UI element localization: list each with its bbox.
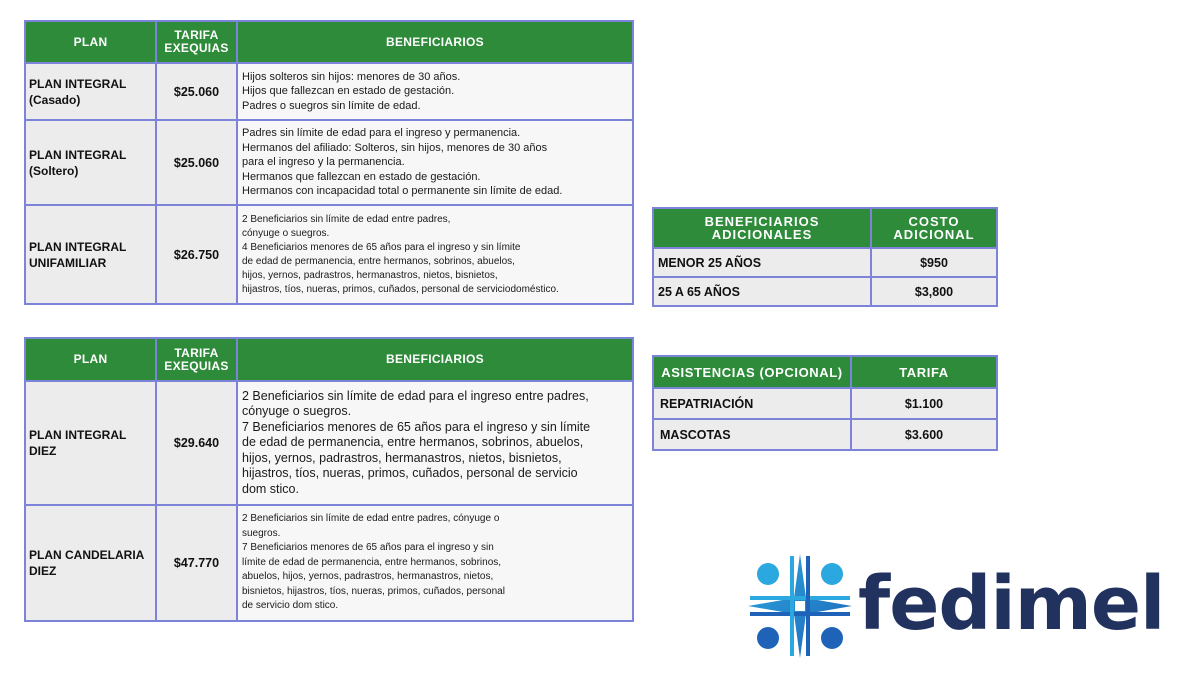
plans-table-2 [24,337,634,622]
header-tarifa: TARIFA EXEQUIAS [156,21,237,63]
header-row [653,356,997,388]
adicionales-table [652,207,998,307]
header-beneficiarios-adicionales: BENEFICIARIOS ADICIONALES [653,208,871,248]
table-row [653,419,997,450]
benef-line: 2 Beneficiarios sin límite de edad entre padres, cónyuge o [242,513,500,525]
table-row [653,388,997,419]
benef-line: dom stico. [242,481,299,496]
plan-tarifa: $25.060 [156,63,237,120]
adicional-costo: $3,800 [871,277,997,306]
asistencias-table [652,355,998,451]
benef-line: 4 Beneficiarios menores de 65 años para el ingreso y sin límite [242,241,521,253]
benef-line: Hermanos con incapacidad total o permanente sin límite de edad. [242,185,563,198]
plan-beneficiarios [237,205,633,304]
benef-line: suegros. [242,527,281,539]
table-row [25,381,633,505]
benef-line: de edad de permanencia, entre hermanos, sobrinos, abuelos, [242,255,515,267]
table-row [25,205,633,304]
asistencia-tarifa: $3.600 [851,419,997,450]
adicional-costo: $950 [871,248,997,277]
plan-name: PLAN CANDELARIA DIEZ [25,505,156,621]
benef-line: Hijos que fallezcan en estado de gestación. [242,85,455,98]
plan-beneficiarios [237,381,633,505]
benef-line: Hermanos del afiliado: Solteros, sin hijos, menores de 30 años [242,141,548,154]
header-asistencias: ASISTENCIAS (OPCIONAL) [653,356,851,388]
header-tarifa: TARIFA [851,356,997,388]
cross-dots-logo-icon [746,552,854,660]
asistencia-label: MASCOTAS [653,419,851,450]
plan-beneficiarios [237,120,633,205]
plan-tarifa: $47.770 [156,505,237,621]
logo-wordmark: fedimel [858,561,1165,647]
benef-line: hijos, yernos, padrastros, hermanastros, nietos, bisnietos, [242,450,562,465]
plan-name: PLAN INTEGRAL UNIFAMILIAR [25,205,156,304]
benef-line: límite de edad de permanencia, entre hermanos, sobrinos, [242,556,502,568]
plan-tarifa: $25.060 [156,120,237,205]
benef-line: 2 Beneficiarios sin límite de edad para el ingreso entre padres, [242,388,589,403]
header-row [25,338,633,381]
fedimel-logo [746,552,1165,660]
header-row [25,21,633,63]
plan-name: PLAN INTEGRAL (Soltero) [25,120,156,205]
header-plan: PLAN [25,338,156,381]
table-row [25,505,633,621]
plan-name: PLAN INTEGRAL (Casado) [25,63,156,120]
benef-line: Padres o suegros sin límite de edad. [242,99,421,112]
benef-line: hijos, yernos, padrastros, hermanastros, nietos, bisnietos, [242,269,498,281]
table-row [25,63,633,120]
benef-line: Hermanos que fallezcan en estado de gestación. [242,170,481,183]
plan-beneficiarios [237,505,633,621]
plans-table-1 [24,20,634,305]
header-plan: PLAN [25,21,156,63]
benef-line: abuelos, hijos, yernos, padrastros, hermanastros, nietos, [242,571,494,583]
header-tarifa: TARIFA EXEQUIAS [156,338,237,381]
benef-line: cónyuge o suegros. [242,227,330,239]
plan-tarifa: $29.640 [156,381,237,505]
header-beneficiarios: BENEFICIARIOS [237,338,633,381]
plan-name: PLAN INTEGRAL DIEZ [25,381,156,505]
table-row [653,248,997,277]
adicional-label: MENOR 25 AÑOS [653,248,871,277]
plan-tarifa: $26.750 [156,205,237,304]
benef-line: Hijos solteros sin hijos: menores de 30 años. [242,70,461,83]
table-row [25,120,633,205]
plan-beneficiarios [237,63,633,120]
adicional-label: 25 A 65 AÑOS [653,277,871,306]
benef-line: 7 Beneficiarios menores de 65 años para el ingreso y sin límite [242,419,591,434]
benef-line: cónyuge o suegros. [242,404,352,419]
header-beneficiarios: BENEFICIARIOS [237,21,633,63]
asistencia-tarifa: $1.100 [851,388,997,419]
benef-line: Padres sin límite de edad para el ingreso y permanencia. [242,127,521,140]
benef-line: de edad de permanencia, entre hermanos, sobrinos, abuelos, [242,435,584,450]
benef-line: hijastros, tíos, nueras, primos, cuñados, personal de servicio [242,466,578,481]
header-costo-adicional: COSTO ADICIONAL [871,208,997,248]
benef-line: bisnietos, hijastros, tíos, nueras, primos, cuñados, personal [242,585,505,597]
benef-line: 2 Beneficiarios sin límite de edad entre padres, [242,213,451,225]
benef-line: de servicio dom stico. [242,600,339,612]
benef-line: 7 Beneficiarios menores de 65 años para el ingreso y sin [242,542,494,554]
header-row [653,208,997,248]
benef-line: hijastros, tíos, nueras, primos, cuñados, personal de serviciodoméstico. [242,283,559,295]
table-row [653,277,997,306]
asistencia-label: REPATRIACIÓN [653,388,851,419]
benef-line: para el ingreso y la permanencia. [242,156,405,169]
